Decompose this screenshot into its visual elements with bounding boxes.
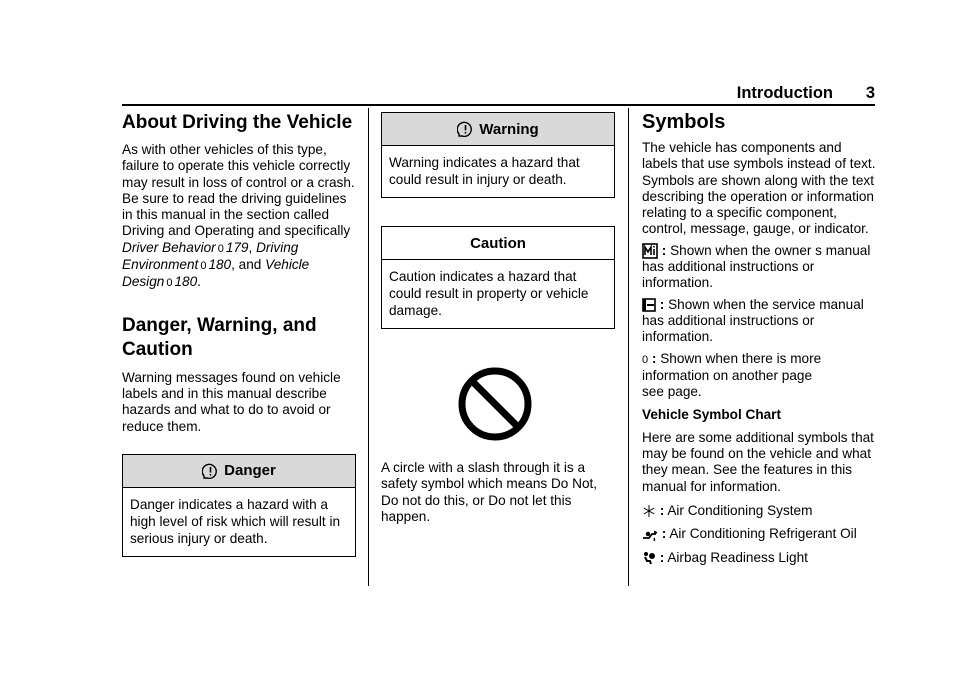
column-3 bbox=[642, 108, 876, 566]
caution-title: Caution bbox=[470, 234, 526, 252]
danger-title: Danger bbox=[224, 462, 276, 480]
page-header bbox=[122, 82, 875, 106]
vehicle-symbol-chart-title: Vehicle Symbol Chart bbox=[642, 406, 782, 422]
vehicle-symbol-chart-intro: Here are some additional symbols that may be found on the vehicle and what they mean. See the features in this manual for information. bbox=[642, 429, 874, 494]
symbol-colon: : bbox=[661, 242, 667, 258]
caution-header bbox=[382, 227, 614, 260]
about-driving-text: As with other vehicles of this type, failure to operate this vehicle correctly may result in loss of control or a crash. Be sure to read the driving guidelines in this manual in the section called Driving and Operating and specifically bbox=[122, 142, 355, 239]
ref-page-180[interactable]: 180 bbox=[208, 257, 232, 273]
warning-messages-paragraph: Warning messages found on vehicle labels and in this manual describe hazards and what to do to avoid or reduce them. bbox=[122, 369, 341, 434]
symbol-colon: : bbox=[659, 549, 665, 565]
ac-refrigerant-oil-icon bbox=[642, 528, 658, 542]
page-ref-icon: 0 bbox=[642, 353, 649, 366]
page-ref-symbol-text: Shown when there is more information on another page bbox=[642, 350, 822, 383]
safety-symbol-description: A circle with a slash through it is a safety symbol which means Do Not, Do not do this, or Do not let this happen. bbox=[381, 460, 598, 524]
ref-driving-environment[interactable]: Driving Environment bbox=[122, 239, 299, 273]
warning-title: Warning bbox=[479, 120, 539, 138]
page-ref-symbol: 0 bbox=[166, 277, 173, 290]
chart-item-text: Air Conditioning System bbox=[667, 503, 813, 519]
owner-manual-symbol-text: Shown when the owner s manual has additional instructions or information. bbox=[642, 242, 871, 291]
about-driving-paragraph bbox=[122, 142, 356, 292]
warning-box bbox=[381, 112, 615, 198]
snowflake-icon bbox=[642, 504, 656, 518]
caution-body: Caution indicates a hazard that could result in property or vehicle damage. bbox=[389, 269, 589, 318]
chart-item-text: Airbag Readiness Light bbox=[667, 549, 808, 565]
heading-about-driving: About Driving the Vehicle bbox=[122, 112, 353, 133]
ref-page-180b[interactable]: 180 bbox=[174, 274, 198, 290]
danger-icon bbox=[202, 463, 219, 479]
chart-item-air-conditioning bbox=[642, 503, 876, 519]
ref-separator: , bbox=[248, 239, 257, 255]
danger-body: Danger indicates a hazard with a high level of risk which will result in serious injury or death. bbox=[130, 496, 341, 546]
column-divider-2 bbox=[628, 108, 629, 586]
service-manual-icon bbox=[642, 298, 656, 312]
ref-driver-behavior[interactable]: Driver Behavior bbox=[122, 239, 216, 255]
page-number: 3 bbox=[865, 84, 875, 102]
heading-danger-warning-caution: Danger, Warning, and Caution bbox=[122, 314, 317, 360]
header-rule bbox=[122, 104, 875, 106]
page-ref-symbol-row bbox=[642, 351, 876, 401]
chart-item-ac-refrigerant-oil bbox=[642, 526, 876, 542]
symbol-colon: : bbox=[659, 503, 665, 519]
owner-manual-symbol-row bbox=[642, 243, 876, 292]
column-2 bbox=[381, 108, 615, 525]
ref-end: . bbox=[197, 274, 201, 290]
symbol-colon: : bbox=[659, 296, 665, 312]
ref-separator: , and bbox=[231, 257, 266, 273]
symbol-colon: : bbox=[651, 350, 657, 366]
owner-manual-icon bbox=[642, 243, 658, 259]
danger-box bbox=[122, 454, 356, 557]
service-manual-symbol-row bbox=[642, 297, 876, 346]
caution-box bbox=[381, 226, 615, 329]
column-divider-1 bbox=[368, 108, 369, 586]
ref-vehicle-design[interactable]: Vehicle Design bbox=[122, 257, 310, 290]
section-title: Introduction bbox=[736, 84, 833, 102]
warning-icon bbox=[457, 121, 474, 137]
warning-body: Warning indicates a hazard that could result in injury or death. bbox=[389, 155, 580, 187]
symbol-colon: : bbox=[661, 526, 667, 542]
heading-symbols: Symbols bbox=[642, 111, 726, 133]
prohibition-symbol-icon bbox=[456, 365, 534, 443]
airbag-icon bbox=[642, 551, 656, 565]
chart-item-airbag bbox=[642, 550, 876, 566]
symbols-intro: The vehicle has components and labels that use symbols instead of text. Symbols are shown along with the text describing the operation or information relating to a specific component, control, message, gauge, or indicator. bbox=[642, 140, 876, 237]
danger-header bbox=[123, 455, 355, 488]
ref-page-179[interactable]: 179 bbox=[225, 239, 249, 255]
service-manual-symbol-text: Shown when the service manual has additional instructions or information. bbox=[642, 296, 864, 345]
page-ref-symbol-text-2: see page. bbox=[642, 384, 702, 400]
chart-item-text: Air Conditioning Refrigerant Oil bbox=[669, 526, 857, 542]
warning-header bbox=[382, 113, 614, 146]
page-ref-symbol: 0 bbox=[200, 260, 207, 273]
page-ref-symbol: 0 bbox=[217, 242, 224, 255]
column-1 bbox=[122, 108, 356, 557]
